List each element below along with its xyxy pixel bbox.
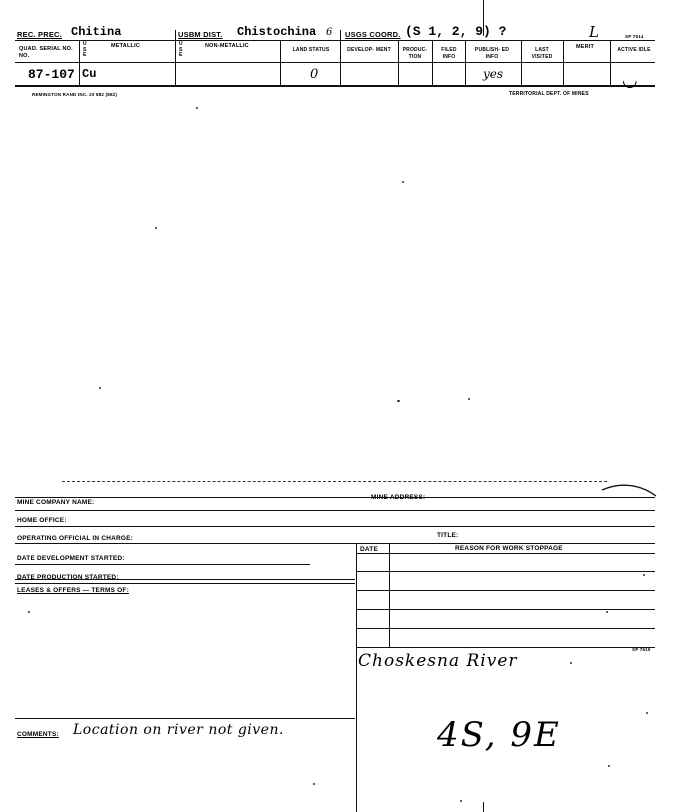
table-line (357, 571, 655, 572)
usbm-dist-mark: 6 (326, 27, 333, 38)
usbm-dist-value: Chistochina (237, 25, 317, 39)
form-number-top: SP 7614 (625, 34, 644, 39)
printer-text: REMINGTON RAND INC. 20 882 (882) (32, 92, 118, 97)
table-line (357, 628, 655, 629)
quad-serial-label: QUAD. SERIAL NO. NO. (19, 46, 73, 59)
table-line (357, 590, 655, 591)
date-production-label: DATE PRODUCTION STARTED: (17, 574, 119, 581)
scan-speck (646, 712, 648, 714)
usgs-coord-value: (S 1, 2, 9) ? (405, 24, 507, 39)
comments-value: Location on river not given. (73, 722, 284, 738)
col-sep (432, 40, 433, 85)
row-line (15, 579, 355, 580)
col-sep (175, 30, 176, 85)
title-label: TITLE: (437, 532, 459, 539)
operating-official-label: OPERATING OFFICIAL IN CHARGE: (17, 535, 134, 542)
row-line (15, 510, 655, 511)
col-sep (465, 40, 466, 85)
dept-text: TERRITORIAL DEPT. OF MINES (509, 91, 589, 97)
mine-company-label: MINE COMPANY NAME: (17, 499, 95, 506)
scan-speck (313, 783, 315, 785)
card-bottom-line (15, 85, 655, 87)
rec-prec-value: Chitina (71, 25, 122, 39)
row-line (15, 583, 355, 584)
develop-label: DEVELOP- MENT (347, 47, 391, 53)
location-text: Choskesna River (358, 651, 518, 671)
card-top-edge (62, 481, 607, 482)
land-status-label: LAND STATUS (292, 47, 330, 53)
col-sep (563, 40, 564, 85)
row-line (15, 564, 310, 565)
township-range: 4S, 9E (437, 715, 561, 755)
date-label: DATE (360, 546, 379, 553)
scan-speck (28, 611, 30, 613)
nonmetallic-label: NON-METALLIC (205, 43, 249, 49)
usgs-coord-label: USGS COORD. (345, 30, 401, 39)
mine-address-label: MINE ADDRESS: (371, 494, 426, 501)
row-line (15, 543, 655, 544)
row-line (15, 526, 655, 527)
card-header-line (15, 497, 655, 498)
date-development-label: DATE DEVELOPMENT STARTED: (17, 555, 125, 562)
comments-top-line (15, 718, 355, 719)
published-info-label: PUBLISH- ED INFO (474, 47, 510, 60)
scan-speck (643, 574, 645, 576)
table-line (357, 609, 655, 610)
leases-label: LEASES & OFFERS — TERMS OF: (17, 587, 129, 594)
col-sep (79, 40, 80, 85)
scan-speck (468, 398, 470, 400)
rec-prec-label: REC. PREC. (17, 30, 62, 39)
col-sep (398, 40, 399, 85)
header-row-bottom-line (15, 40, 655, 41)
active-idle-label: ACTIVE IDLE (617, 47, 651, 53)
production-label: PRODUC- TION (402, 47, 428, 60)
land-status-value: 0 (310, 67, 319, 82)
active-idle-mark: ◡ (622, 70, 638, 91)
scan-speck (608, 765, 610, 767)
last-visited-label: LAST VISITED (531, 47, 553, 60)
scan-speck (196, 107, 198, 109)
merit-label: MERIT (576, 44, 595, 50)
scan-speck (460, 800, 462, 802)
scan-speck (606, 611, 608, 613)
comments-label: COMMENTS: (17, 731, 59, 738)
form-number-bottom: SP 7615 (632, 647, 651, 652)
col-sep (610, 40, 611, 85)
label-row-bottom-line (15, 62, 655, 63)
col-sep (340, 30, 341, 85)
scan-speck (402, 181, 404, 183)
table-line (357, 553, 655, 554)
published-info-value: yes (483, 67, 504, 81)
metallic-value: Cu (82, 67, 97, 81)
scan-speck (397, 400, 400, 402)
home-office-label: HOME OFFICE: (17, 517, 67, 524)
nonmetallic-use-label: U S E (179, 41, 183, 58)
col-sep (521, 40, 522, 85)
reason-label: REASON FOR WORK STOPPAGE (455, 545, 563, 552)
table-col-sep (389, 543, 390, 647)
card-divider (356, 543, 357, 812)
filed-info-label: FILED INFO (441, 47, 457, 60)
usbm-dist-label: USBM DIST. (178, 30, 223, 39)
table-line (357, 647, 655, 648)
scan-speck (570, 662, 572, 664)
corner-mark: L (589, 23, 599, 41)
card-fold-mark-bottom (483, 802, 484, 812)
scan-speck (155, 227, 157, 229)
scan-speck (99, 387, 101, 389)
metallic-label: METALLIC (111, 43, 140, 49)
col-sep (280, 40, 281, 85)
quad-serial-value: 87-107 (28, 67, 75, 82)
metallic-use-label: U S E (83, 41, 87, 58)
